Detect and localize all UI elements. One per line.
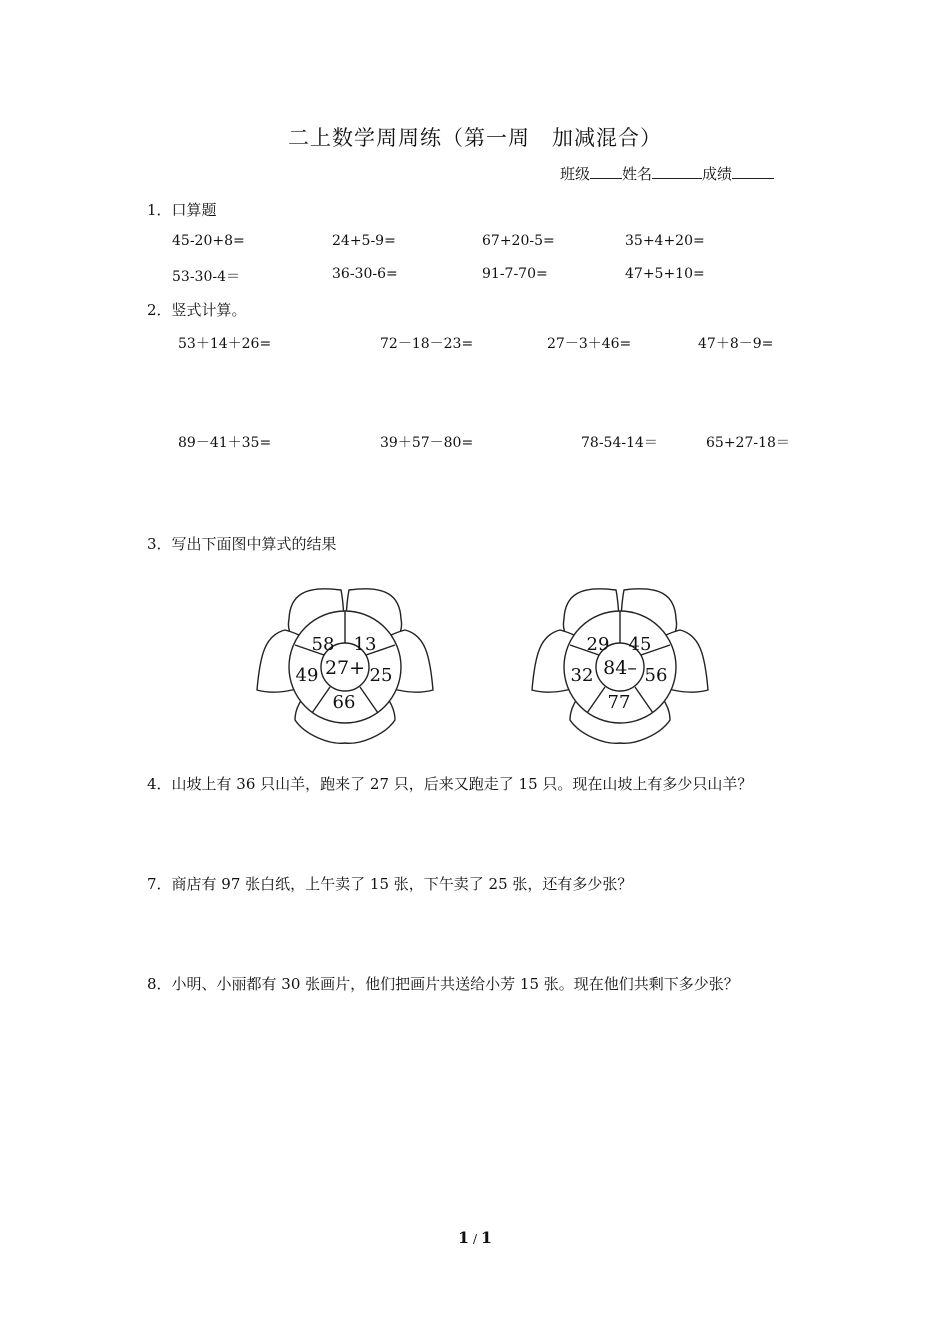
page-number <box>0 1228 950 1247</box>
page-separator: / <box>469 1232 481 1246</box>
class-blank <box>590 164 622 179</box>
oral-expr: 36-30-6= <box>332 266 398 282</box>
flower-1-petal: 13 <box>353 634 377 655</box>
vertical-expr: 27－3＋46= <box>547 336 632 352</box>
page-title: 二上数学周周练（第一周 加减混合） <box>288 126 662 150</box>
score-label: 成绩 <box>702 165 733 183</box>
section-1-heading: 1．口算题 <box>147 201 217 219</box>
flower-2-petal: 32 <box>570 665 594 686</box>
flower-2-center: 84– <box>603 657 637 679</box>
flower-1-center: 27+ <box>324 657 366 679</box>
flower-2-petal: 56 <box>644 665 668 686</box>
page-total: 1 <box>480 1228 492 1247</box>
vertical-expr: 78-54-14＝ <box>581 435 658 451</box>
vertical-expr: 72－18－23= <box>380 336 474 352</box>
vertical-expr: 39＋57－80= <box>380 435 474 451</box>
oral-expr: 45-20+8= <box>172 233 245 249</box>
name-blank <box>652 164 702 179</box>
vertical-expr: 53＋14＋26= <box>178 336 272 352</box>
score-blank <box>732 164 774 179</box>
flower-2-petal: 45 <box>628 634 652 655</box>
class-label: 班级 <box>560 165 591 183</box>
page-current: 1 <box>458 1228 470 1247</box>
flower-1-petal: 25 <box>369 665 393 686</box>
vertical-expr: 89－41＋35= <box>178 435 272 451</box>
oral-expr: 47+5+10= <box>625 266 705 282</box>
flower-1-petal: 49 <box>295 665 319 686</box>
vertical-expr: 47＋8－9= <box>698 336 774 352</box>
section-2-heading: 2．竖式计算。 <box>147 301 247 319</box>
oral-expr: 91-7-70= <box>482 266 548 282</box>
oral-expr: 53-30-4＝ <box>172 269 240 285</box>
flower-2-petal: 77 <box>607 692 631 713</box>
flower-diagram-1 <box>255 580 435 750</box>
oral-expr: 67+20-5= <box>482 233 555 249</box>
name-label: 姓名 <box>622 165 653 183</box>
word-problem-8: 8．小明、小丽都有 30 张画片，他们把画片共送给小芳 15 张。现在他们共剩下多少张？ <box>147 975 739 993</box>
oral-expr: 24+5-9= <box>332 233 396 249</box>
vertical-expr: 65+27-18＝ <box>706 435 790 451</box>
word-problem-7: 7．商店有 97 张白纸，上午卖了 15 张，下午卖了 25 张，还有多少张？ <box>147 875 633 893</box>
flower-diagram-2 <box>530 580 710 750</box>
flower-1-petal: 58 <box>311 634 335 655</box>
section-3-heading: 3．写出下面图中算式的结果 <box>147 535 337 553</box>
word-problem-4: 4．山坡上有 36 只山羊，跑来了 27 只，后来又跑走了 15 只。现在山坡上有多少只山羊？ <box>147 775 753 793</box>
flower-2-petal: 29 <box>586 634 610 655</box>
student-info <box>560 163 774 184</box>
oral-expr: 35+4+20= <box>625 233 705 249</box>
flower-1-petal: 66 <box>332 692 356 713</box>
